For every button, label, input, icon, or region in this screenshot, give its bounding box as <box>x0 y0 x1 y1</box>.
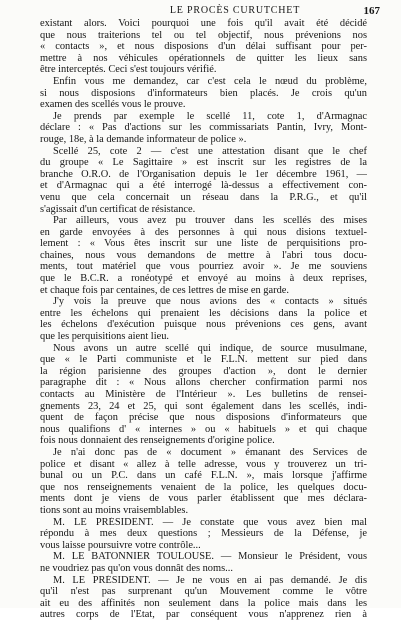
text-line: répondu à mes deux questions ; Messieurs de la Défense, je <box>40 528 367 540</box>
text-line: que nos renseignements venaient de la police, les quelques docu- <box>40 481 367 493</box>
text-line: J'y vois la preuve que nous avions des « contacts » situés <box>53 296 367 308</box>
text-line: que nous traiterions tel ou tel objectif, nous prévenions nos <box>40 29 367 41</box>
text-line: lement : « Vous êtes inscrit sur une liste de perquisitions pro- <box>40 238 367 250</box>
page-number: 167 <box>363 5 380 17</box>
text-line: venu que cela concernait un réseau dans la P.R.G., et qu'il <box>40 191 367 203</box>
text-line: mettre à nos véhicules opérationnels de quitter les lieux sans <box>40 52 367 64</box>
text-line: et chaque fois par centaines, de ces lettres de mise en garde. <box>40 284 289 296</box>
text-line: la région parisienne des groupes d'action », dont le dernier <box>40 365 367 377</box>
text-line: examen des scellés vous le prouve. <box>40 99 186 111</box>
text-line: les échelons d'exécution puisque nous prévenions ces gens, avant <box>40 319 367 331</box>
text-line: et d'Armagnac qui a été interrogé là-dessus a effectivement con- <box>40 180 367 192</box>
text-line: autres corps de l'Etat, par conséquent vous n'apprenez rien à <box>40 609 367 621</box>
text-line: vous laisse poursuivre votre contrôle... <box>40 539 201 551</box>
text-line: si nous disposions d'informateurs bien placés. Je crois qu'un <box>40 87 367 99</box>
text-line: qu'il n'est pas surprenant qu'un Mouvement comme le vôtre <box>40 586 367 598</box>
text-line: police et disant « allez à telle adresse, vous y trouverez un tri- <box>40 458 367 470</box>
text-line: M. LE PRÉSIDENT. — Je constate que vous avez bien mal <box>53 516 367 528</box>
text-line: Enfin vous me demandez, car c'est cela le nœud du problème, <box>53 75 367 87</box>
text-line: Par ailleurs, vous avez pu trouver dans les scellés des mises <box>53 215 367 227</box>
text-line: fois nous donnaient des renseignements d'origine police. <box>40 435 275 447</box>
text-line: paragraphe dit : « Nous allons chercher confirmation parmi nos <box>40 377 367 389</box>
text-line: ments dont je viens de vous parler établissent que mes déclara- <box>40 493 367 505</box>
text-line: Je prends par exemple le scellé 11, cote 1, d'Armagnac <box>53 110 367 122</box>
text-line: en garde envoyées à des personnes à qui nous disions textuel- <box>40 226 367 238</box>
text-line: contacts au Ministère de l'Intérieur ». Les bulletins de rensei- <box>40 389 367 400</box>
text-line: branche O.R.O. de l'Organisation depuis le 1er décembre 1961, — <box>40 168 367 180</box>
text-line: entre les échelons qui prenaient les décisions dans la police et <box>40 307 367 319</box>
text-line: Scellé 25, cote 2 — c'est une attestation disant que le chef <box>53 145 367 157</box>
text-line: Nous avons un autre scellé qui indique, de source musulmane, <box>53 342 367 354</box>
text-line: que « le Parti communiste et le F.L.N. mettent sur pied dans <box>40 354 367 366</box>
text-line: M. LE PRÉSIDENT. — Je ne vous en ai pas demandé. Je dis <box>53 574 367 586</box>
text-line: ait eu des affinités non seulement dans la police mais dans les <box>40 597 367 609</box>
text-line: bunal ou un P.C. dans un café F.L.N. », mais lorsque j'affirme <box>40 470 367 482</box>
text-line: gnements 23, 24 et 25, qui sont également dans les scellés, indi- <box>40 400 367 412</box>
text-line: que les perquisitions aient lieu. <box>40 331 169 343</box>
text-line: tions sont au moins vraisemblables. <box>40 504 189 516</box>
text-line: ments, tout matériel que vous pourriez avoir ». Je me souviens <box>40 261 367 273</box>
text-line: être interceptés. Ceci s'est toujours vérifié. <box>40 64 217 76</box>
text-line: chaines, nous vous demandons de mettre à l'abri tous docu- <box>40 249 367 261</box>
text-line: M. LE BATONNIER TOULOUSE. — Monsieur le Président, vous <box>53 551 367 563</box>
text-line: que le B.C.R. a ronéotypé et envoyé au moins à deux reprises, <box>40 273 367 285</box>
text-line: du groupe « Le Sagittaire » est inscrit sur les registres de la <box>40 157 367 169</box>
text-line: rouge, 18e, à la demande informateur de police ». <box>40 133 247 145</box>
running-head: LE PROCÈS CURUTCHET <box>169 5 301 16</box>
text-line: Je n'ai donc pas de « document » émanant des Services de <box>53 446 367 458</box>
text-line: « contacts », et nous disposions d'un délai suffisant pour per- <box>40 41 367 53</box>
text-line: existant alors. Voici pourquoi une fois qu'il avait été décidé <box>40 18 367 29</box>
text-line: ne voudriez pas qu'on vous donnât des noms... <box>40 562 233 574</box>
body-text <box>40 18 367 621</box>
page-header <box>40 5 380 19</box>
text-line: s'agissait d'un certificat de résistance. <box>40 203 196 215</box>
text-line: déclare : « Pas d'actions sur les commissariats Pantin, Ivry, Mont- <box>40 122 367 134</box>
text-line: nous qualifions d' « internes » ou « habituels » et qui chaque <box>40 423 367 435</box>
text-line: quent de façon précise que nous disposions d'informateurs que <box>40 412 367 424</box>
